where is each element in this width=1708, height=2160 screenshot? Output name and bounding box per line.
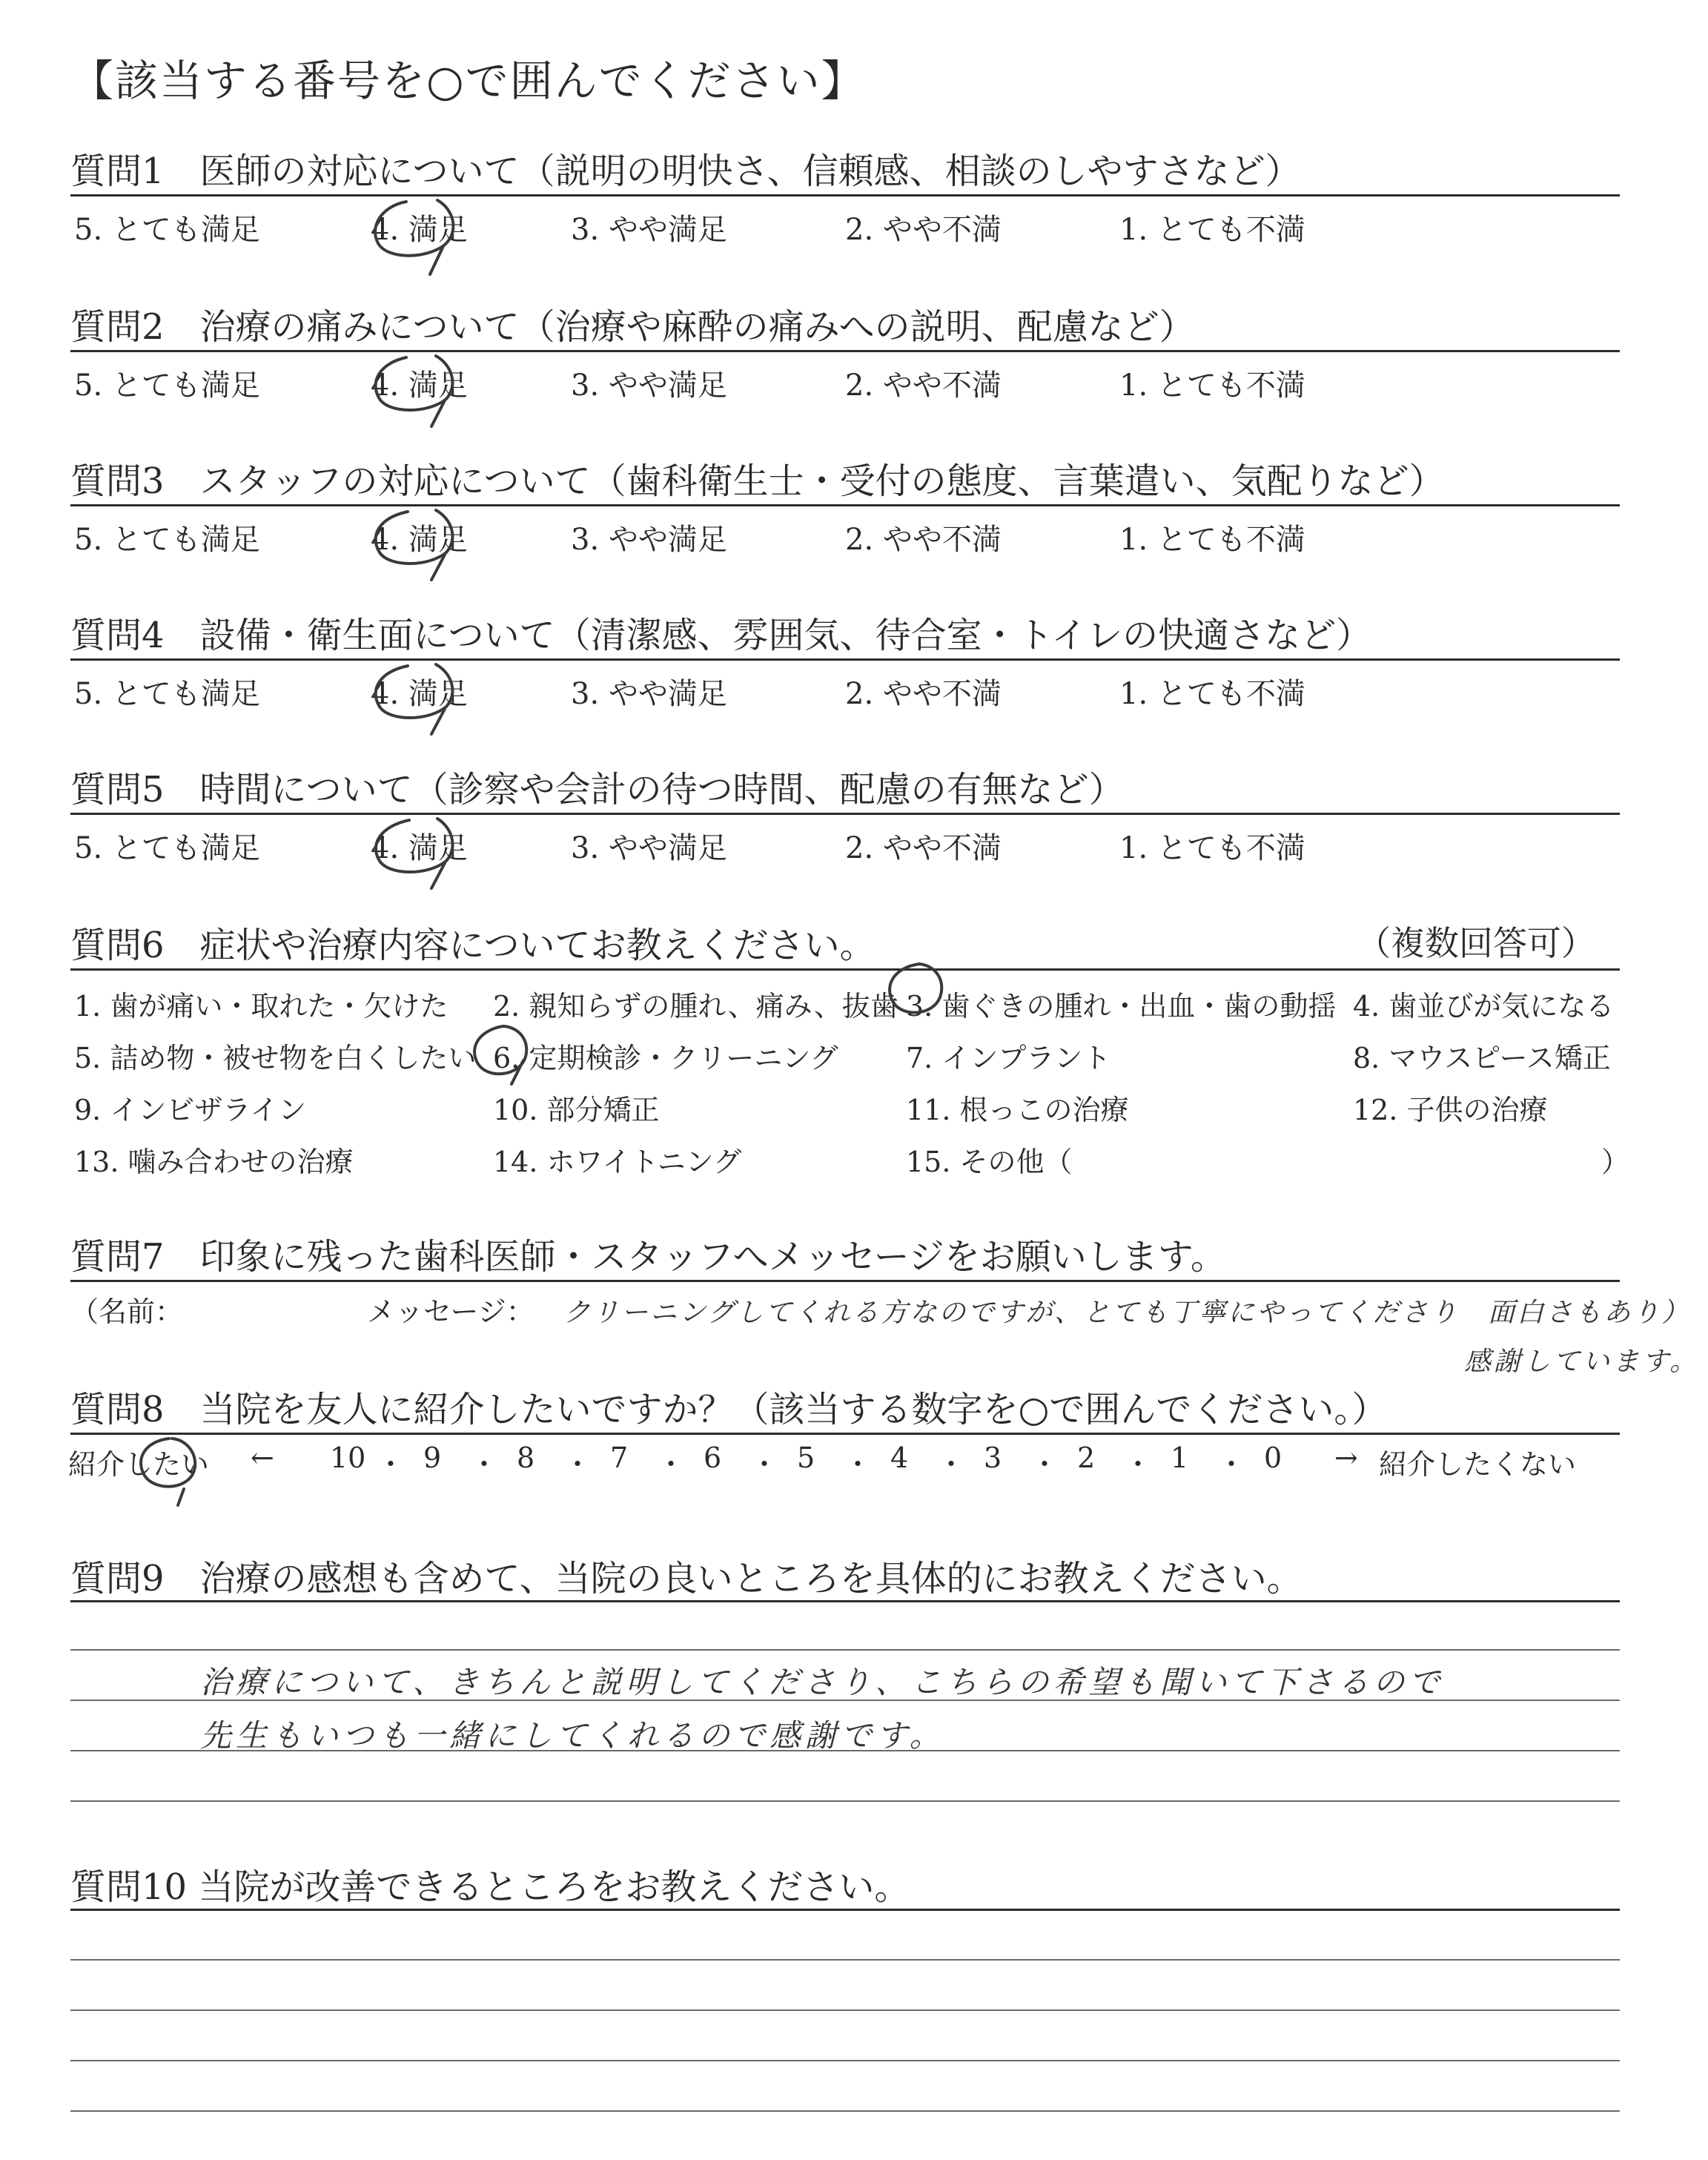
q8-scale-2[interactable]: 2 (1077, 1441, 1096, 1474)
q8-scale-7[interactable]: 7 (610, 1441, 629, 1474)
question-4-label: 質問4 設備・衛生面について（清潔感、雰囲気、待合室・トイレの快適さなど） (70, 615, 1372, 656)
q8-scale-6[interactable]: 6 (704, 1441, 722, 1474)
q6-option-5[interactable]: 5. 詰め物・被せ物を白くしたい (74, 1042, 477, 1074)
q8-scale-4[interactable]: 4 (890, 1441, 909, 1474)
q5-option-4[interactable]: 4. 満足 (371, 831, 468, 865)
q2-circle-mark (376, 356, 453, 426)
q1-circle-mark (375, 200, 453, 274)
q5-option-2[interactable]: 2. やや不満 (845, 831, 1002, 865)
q4-option-3[interactable]: 3. やや満足 (571, 677, 727, 711)
q3-circle-mark (376, 510, 453, 580)
q4-option-4[interactable]: 4. 満足 (371, 677, 468, 711)
q1-option-5[interactable]: 5. とても満足 (74, 213, 260, 247)
q6-option-12[interactable]: 12. 子供の治療 (1353, 1094, 1548, 1126)
q8-scale-0[interactable]: 0 (1264, 1441, 1282, 1474)
q8-scale-10[interactable]: 10 (330, 1441, 366, 1474)
q8-scale-9[interactable]: 9 (423, 1441, 442, 1474)
page-title: 【該当する番号を○で囲んでください】 (70, 56, 866, 106)
q8-right-arrow: → (1334, 1441, 1358, 1474)
q6-option-11[interactable]: 11. 根っこの治療 (906, 1094, 1129, 1126)
question-8-label: 質問8 当院を友人に紹介したいですか？（該当する数字を○で囲んでください。） (70, 1389, 1388, 1430)
q7-message-line-2[interactable]: 感謝しています。 (1464, 1347, 1700, 1377)
q8-left-circle-mark (141, 1439, 195, 1505)
q3-option-5[interactable]: 5. とても満足 (74, 523, 260, 557)
q8-scale-separator: ・ (563, 1448, 592, 1481)
q6-option-2[interactable]: 2. 親知らずの腫れ、痛み、抜歯 (493, 990, 898, 1023)
q2-option-5[interactable]: 5. とても満足 (74, 369, 260, 403)
q3-option-3[interactable]: 3. やや満足 (571, 523, 727, 557)
q8-scale-separator: ・ (470, 1448, 499, 1481)
q9-answer-line-2[interactable]: 先生もいつも一緒にしてくれるので感謝です。 (200, 1717, 945, 1754)
q5-option-3[interactable]: 3. やや満足 (571, 831, 727, 865)
q6-option-1[interactable]: 1. 歯が痛い・取れた・欠けた (74, 990, 448, 1023)
q6-option-15-close: ） (1601, 1146, 1630, 1178)
question-3-label: 質問3 スタッフの対応について（歯科衛生士・受付の態度、言葉遣い、気配りなど） (70, 460, 1445, 502)
q8-scale-separator: ・ (1124, 1448, 1153, 1481)
q1-option-2[interactable]: 2. やや不満 (845, 213, 1002, 247)
question-2-label: 質問2 治療の痛みについて（治療や麻酔の痛みへの説明、配慮など） (70, 306, 1195, 348)
q6-option-6-circle-mark (474, 1026, 526, 1084)
question-1-label: 質問1 医師の対応について（説明の明快さ、信頼感、相談のしやすさなど） (70, 151, 1301, 192)
q8-scale-separator: ・ (844, 1448, 873, 1481)
q1-option-4[interactable]: 4. 満足 (371, 213, 468, 247)
q6-option-9[interactable]: 9. インビザライン (74, 1094, 307, 1126)
question-7-label: 質問7 印象に残った歯科医師・スタッフへメッセージをお願いします。 (70, 1236, 1226, 1278)
q8-left-label[interactable]: 紹介したい (68, 1448, 210, 1481)
q2-option-4[interactable]: 4. 満足 (371, 369, 468, 403)
q2-option-3[interactable]: 3. やや満足 (571, 369, 727, 403)
q5-option-1[interactable]: 1. とても不満 (1119, 831, 1305, 865)
q6-option-3-circle-mark (890, 964, 941, 1013)
q8-scale-separator: ・ (377, 1448, 406, 1481)
q8-scale-3[interactable]: 3 (984, 1441, 1002, 1474)
q6-option-7[interactable]: 7. インプラント (906, 1042, 1111, 1074)
q8-scale-8[interactable]: 8 (517, 1441, 535, 1474)
question-10-label: 質問10 当院が改善できるところをお教えください。 (70, 1866, 910, 1908)
q1-option-1[interactable]: 1. とても不満 (1119, 213, 1305, 247)
q6-option-6[interactable]: 6. 定期検診・クリーニング (493, 1042, 838, 1074)
question-6-label: 質問6 症状や治療内容についてお教えください。 (70, 925, 875, 966)
q1-option-3[interactable]: 3. やや満足 (571, 213, 727, 247)
q6-option-14[interactable]: 14. ホワイトニング (493, 1146, 742, 1178)
q2-option-1[interactable]: 1. とても不満 (1119, 369, 1305, 403)
q8-left-arrow: ← (251, 1441, 274, 1474)
q6-option-13[interactable]: 13. 噛み合わせの治療 (74, 1146, 354, 1178)
q3-option-1[interactable]: 1. とても不満 (1119, 523, 1305, 557)
q8-scale-separator: ・ (937, 1448, 966, 1481)
q6-option-8[interactable]: 8. マウスピース矯正 (1353, 1042, 1611, 1074)
q5-circle-mark (376, 819, 453, 888)
q8-scale-separator: ・ (750, 1448, 779, 1481)
q4-option-5[interactable]: 5. とても満足 (74, 677, 260, 711)
question-6-note: （複数回答可） (1357, 923, 1595, 963)
q7-name-label: （名前： (70, 1295, 184, 1328)
q2-option-2[interactable]: 2. やや不満 (845, 369, 1002, 403)
q4-option-1[interactable]: 1. とても不満 (1119, 677, 1305, 711)
q8-scale-5[interactable]: 5 (797, 1441, 815, 1474)
q6-option-3[interactable]: 3. 歯ぐきの腫れ・出血・歯の動揺 (906, 990, 1337, 1023)
q4-option-2[interactable]: 2. やや不満 (845, 677, 1002, 711)
q7-message-line-1[interactable]: クリーニングしてくれる方なのですが、とても丁寧にやってくださり 面白さもあり） (563, 1298, 1691, 1328)
q3-option-2[interactable]: 2. やや不満 (845, 523, 1002, 557)
q7-message-label: メッセージ： (367, 1295, 534, 1328)
q4-circle-mark (376, 664, 453, 734)
q6-option-10[interactable]: 10. 部分矯正 (493, 1094, 660, 1126)
q6-option-15[interactable]: 15. その他（ (906, 1146, 1073, 1178)
q9-answer-line-1[interactable]: 治療について、きちんと説明してくださり、こちらの希望も聞いて下さるので (200, 1664, 1445, 1700)
q3-option-4[interactable]: 4. 満足 (371, 523, 468, 557)
question-5-label: 質問5 時間について（診察や会計の待つ時間、配慮の有無など） (70, 769, 1125, 810)
q8-scale-separator: ・ (1217, 1448, 1246, 1481)
q8-scale-1[interactable]: 1 (1171, 1441, 1189, 1474)
q8-right-label[interactable]: 紹介したくない (1379, 1448, 1577, 1481)
q8-scale-separator: ・ (1030, 1448, 1059, 1481)
q5-option-5[interactable]: 5. とても満足 (74, 831, 260, 865)
q6-option-4[interactable]: 4. 歯並びが気になる (1353, 990, 1615, 1023)
q8-scale-separator: ・ (657, 1448, 686, 1481)
question-9-label: 質問9 治療の感想も含めて、当院の良いところを具体的にお教えください。 (70, 1558, 1302, 1599)
